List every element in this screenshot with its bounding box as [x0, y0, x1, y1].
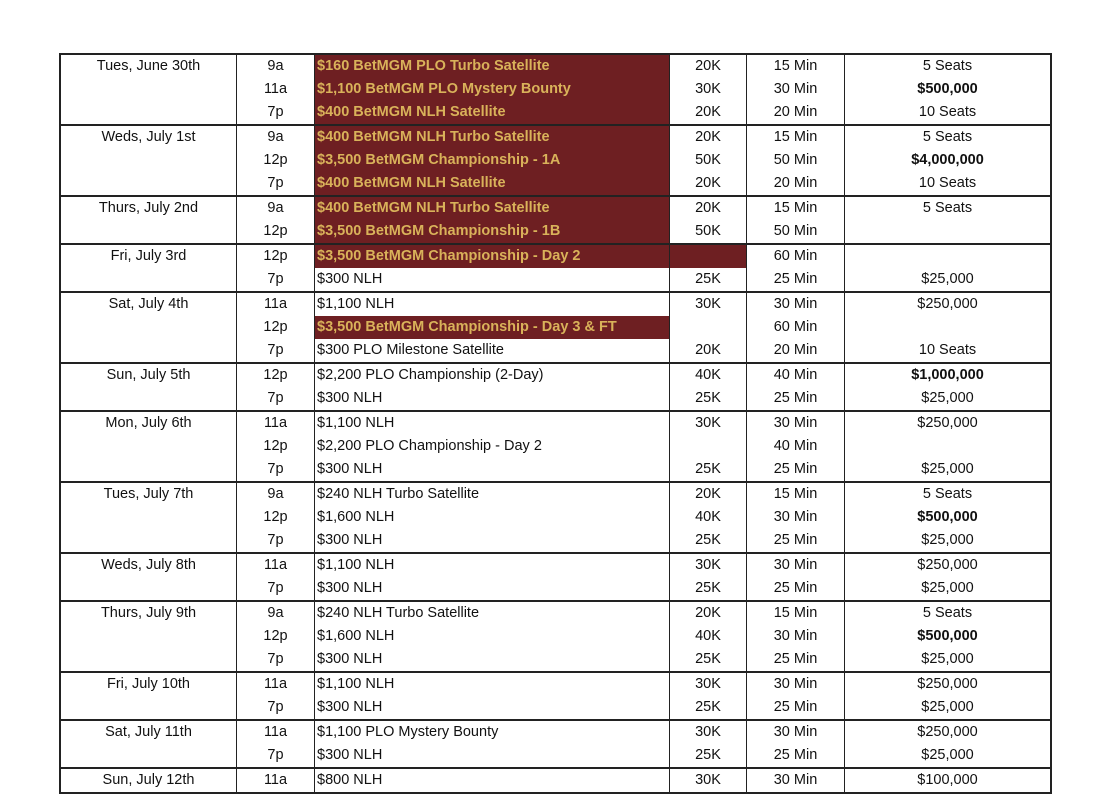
day-cell: Tues, July 7th	[60, 482, 237, 553]
levels-cell: 20 Min	[747, 172, 845, 196]
stack-cell	[670, 316, 747, 339]
schedule-row	[60, 54, 1051, 78]
event-cell: $3,500 BetMGM Championship - Day 2	[315, 244, 670, 268]
time-cell: 11a	[237, 553, 315, 577]
time-cell: 7p	[237, 577, 315, 601]
prize-cell: 5 Seats	[845, 482, 1052, 506]
event-cell: $240 NLH Turbo Satellite	[315, 482, 670, 506]
prize-cell: $250,000	[845, 411, 1052, 435]
event-cell: $300 NLH	[315, 744, 670, 768]
schedule-row	[60, 411, 1051, 435]
event-cell: $1,600 NLH	[315, 506, 670, 529]
day-cell: Sat, July 11th	[60, 720, 237, 768]
time-cell: 12p	[237, 435, 315, 458]
prize-cell: $500,000	[845, 78, 1052, 101]
day-cell: Sun, July 5th	[60, 363, 237, 411]
day-cell: Weds, July 1st	[60, 125, 237, 196]
levels-cell: 30 Min	[747, 553, 845, 577]
levels-cell: 20 Min	[747, 339, 845, 363]
levels-cell: 15 Min	[747, 54, 845, 78]
stack-cell: 20K	[670, 172, 747, 196]
stack-cell: 20K	[670, 101, 747, 125]
levels-cell: 15 Min	[747, 125, 845, 149]
schedule-row	[60, 292, 1051, 316]
levels-cell: 20 Min	[747, 101, 845, 125]
schedule-row	[60, 482, 1051, 506]
time-cell: 9a	[237, 601, 315, 625]
time-cell: 7p	[237, 529, 315, 553]
prize-cell: 5 Seats	[845, 54, 1052, 78]
prize-cell: 5 Seats	[845, 601, 1052, 625]
prize-cell	[845, 435, 1052, 458]
stack-cell: 20K	[670, 125, 747, 149]
time-cell: 12p	[237, 244, 315, 268]
event-cell: $400 BetMGM NLH Satellite	[315, 101, 670, 125]
prize-cell: $250,000	[845, 553, 1052, 577]
time-cell: 7p	[237, 268, 315, 292]
levels-cell: 30 Min	[747, 292, 845, 316]
event-cell: $1,100 NLH	[315, 292, 670, 316]
event-cell: $2,200 PLO Championship (2-Day)	[315, 363, 670, 387]
event-cell: $300 NLH	[315, 696, 670, 720]
time-cell: 7p	[237, 744, 315, 768]
levels-cell: 30 Min	[747, 672, 845, 696]
time-cell: 7p	[237, 172, 315, 196]
stack-cell: 20K	[670, 482, 747, 506]
stack-cell: 20K	[670, 196, 747, 220]
time-cell: 11a	[237, 292, 315, 316]
day-cell: Fri, July 10th	[60, 672, 237, 720]
day-cell: Sun, July 12th	[60, 768, 237, 793]
prize-cell: $500,000	[845, 625, 1052, 648]
time-cell: 12p	[237, 149, 315, 172]
stack-cell: 30K	[670, 768, 747, 793]
event-cell: $3,500 BetMGM Championship - 1A	[315, 149, 670, 172]
prize-cell	[845, 220, 1052, 244]
prize-cell: $25,000	[845, 268, 1052, 292]
event-cell: $300 NLH	[315, 268, 670, 292]
time-cell: 7p	[237, 387, 315, 411]
event-cell: $800 NLH	[315, 768, 670, 793]
schedule-row	[60, 244, 1051, 268]
prize-cell: $25,000	[845, 458, 1052, 482]
stack-cell: 20K	[670, 339, 747, 363]
event-cell: $300 NLH	[315, 387, 670, 411]
time-cell: 7p	[237, 458, 315, 482]
stack-cell: 40K	[670, 625, 747, 648]
levels-cell: 30 Min	[747, 411, 845, 435]
event-cell: $300 NLH	[315, 648, 670, 672]
event-cell: $3,500 BetMGM Championship - 1B	[315, 220, 670, 244]
stack-cell: 30K	[670, 78, 747, 101]
day-cell: Fri, July 3rd	[60, 244, 237, 292]
levels-cell: 25 Min	[747, 458, 845, 482]
stack-cell: 30K	[670, 720, 747, 744]
schedule-row	[60, 125, 1051, 149]
stack-cell: 20K	[670, 54, 747, 78]
time-cell: 9a	[237, 125, 315, 149]
stack-cell: 30K	[670, 672, 747, 696]
prize-cell: $25,000	[845, 744, 1052, 768]
schedule-row	[60, 672, 1051, 696]
day-cell: Sat, July 4th	[60, 292, 237, 363]
levels-cell: 25 Min	[747, 648, 845, 672]
day-cell: Weds, July 8th	[60, 553, 237, 601]
prize-cell	[845, 244, 1052, 268]
prize-cell: $25,000	[845, 648, 1052, 672]
event-cell: $1,100 NLH	[315, 553, 670, 577]
stack-cell: 40K	[670, 363, 747, 387]
levels-cell: 25 Min	[747, 529, 845, 553]
day-cell: Tues, June 30th	[60, 54, 237, 125]
stack-cell: 25K	[670, 744, 747, 768]
levels-cell: 60 Min	[747, 244, 845, 268]
levels-cell: 40 Min	[747, 363, 845, 387]
prize-cell: $250,000	[845, 292, 1052, 316]
stack-cell: 50K	[670, 220, 747, 244]
time-cell: 11a	[237, 720, 315, 744]
levels-cell: 25 Min	[747, 696, 845, 720]
event-cell: $1,600 NLH	[315, 625, 670, 648]
schedule-body	[60, 54, 1051, 793]
event-cell: $400 BetMGM NLH Turbo Satellite	[315, 125, 670, 149]
time-cell: 7p	[237, 648, 315, 672]
time-cell: 9a	[237, 482, 315, 506]
time-cell: 9a	[237, 196, 315, 220]
event-cell: $160 BetMGM PLO Turbo Satellite	[315, 54, 670, 78]
prize-cell: $25,000	[845, 696, 1052, 720]
stack-cell: 30K	[670, 292, 747, 316]
time-cell: 11a	[237, 768, 315, 793]
levels-cell: 30 Min	[747, 720, 845, 744]
prize-cell: 5 Seats	[845, 196, 1052, 220]
prize-cell: 10 Seats	[845, 101, 1052, 125]
schedule-row	[60, 363, 1051, 387]
time-cell: 7p	[237, 339, 315, 363]
event-cell: $300 PLO Milestone Satellite	[315, 339, 670, 363]
day-cell: Mon, July 6th	[60, 411, 237, 482]
levels-cell: 30 Min	[747, 768, 845, 793]
levels-cell: 15 Min	[747, 601, 845, 625]
prize-cell: $250,000	[845, 672, 1052, 696]
event-cell: $3,500 BetMGM Championship - Day 3 & FT	[315, 316, 670, 339]
time-cell: 12p	[237, 363, 315, 387]
time-cell: 11a	[237, 411, 315, 435]
prize-cell: 5 Seats	[845, 125, 1052, 149]
stack-cell: 25K	[670, 387, 747, 411]
stack-cell: 30K	[670, 553, 747, 577]
stack-cell: 25K	[670, 648, 747, 672]
stack-cell: 25K	[670, 529, 747, 553]
stack-cell	[670, 435, 747, 458]
event-cell: $400 BetMGM NLH Turbo Satellite	[315, 196, 670, 220]
time-cell: 11a	[237, 672, 315, 696]
prize-cell: $1,000,000	[845, 363, 1052, 387]
levels-cell: 50 Min	[747, 220, 845, 244]
time-cell: 7p	[237, 101, 315, 125]
levels-cell: 30 Min	[747, 625, 845, 648]
levels-cell: 60 Min	[747, 316, 845, 339]
time-cell: 11a	[237, 78, 315, 101]
stack-cell: 20K	[670, 601, 747, 625]
event-cell: $240 NLH Turbo Satellite	[315, 601, 670, 625]
levels-cell: 40 Min	[747, 435, 845, 458]
event-cell: $300 NLH	[315, 577, 670, 601]
schedule-row	[60, 768, 1051, 793]
levels-cell: 25 Min	[747, 744, 845, 768]
time-cell: 9a	[237, 54, 315, 78]
stack-cell	[670, 244, 747, 268]
prize-cell: 10 Seats	[845, 339, 1052, 363]
prize-cell: $100,000	[845, 768, 1052, 793]
day-cell: Thurs, July 2nd	[60, 196, 237, 244]
stack-cell: 25K	[670, 268, 747, 292]
schedule-row	[60, 601, 1051, 625]
stack-cell: 25K	[670, 458, 747, 482]
event-cell: $1,100 NLH	[315, 672, 670, 696]
stack-cell: 25K	[670, 696, 747, 720]
levels-cell: 50 Min	[747, 149, 845, 172]
time-cell: 12p	[237, 625, 315, 648]
stack-cell: 50K	[670, 149, 747, 172]
event-cell: $1,100 NLH	[315, 411, 670, 435]
tournament-schedule-table	[59, 53, 1052, 794]
levels-cell: 30 Min	[747, 78, 845, 101]
event-cell: $400 BetMGM NLH Satellite	[315, 172, 670, 196]
stack-cell: 25K	[670, 577, 747, 601]
prize-cell	[845, 316, 1052, 339]
stack-cell: 40K	[670, 506, 747, 529]
schedule-row	[60, 720, 1051, 744]
prize-cell: $25,000	[845, 577, 1052, 601]
levels-cell: 25 Min	[747, 268, 845, 292]
levels-cell: 25 Min	[747, 577, 845, 601]
levels-cell: 15 Min	[747, 482, 845, 506]
levels-cell: 30 Min	[747, 506, 845, 529]
stack-cell: 30K	[670, 411, 747, 435]
prize-cell: $25,000	[845, 387, 1052, 411]
levels-cell: 25 Min	[747, 387, 845, 411]
time-cell: 12p	[237, 220, 315, 244]
time-cell: 12p	[237, 316, 315, 339]
schedule-row	[60, 196, 1051, 220]
levels-cell: 15 Min	[747, 196, 845, 220]
prize-cell: $500,000	[845, 506, 1052, 529]
prize-cell: $25,000	[845, 529, 1052, 553]
prize-cell: $250,000	[845, 720, 1052, 744]
time-cell: 7p	[237, 696, 315, 720]
day-cell: Thurs, July 9th	[60, 601, 237, 672]
prize-cell: $4,000,000	[845, 149, 1052, 172]
event-cell: $300 NLH	[315, 529, 670, 553]
prize-cell: 10 Seats	[845, 172, 1052, 196]
event-cell: $2,200 PLO Championship - Day 2	[315, 435, 670, 458]
time-cell: 12p	[237, 506, 315, 529]
event-cell: $1,100 BetMGM PLO Mystery Bounty	[315, 78, 670, 101]
event-cell: $300 NLH	[315, 458, 670, 482]
schedule-row	[60, 553, 1051, 577]
event-cell: $1,100 PLO Mystery Bounty	[315, 720, 670, 744]
